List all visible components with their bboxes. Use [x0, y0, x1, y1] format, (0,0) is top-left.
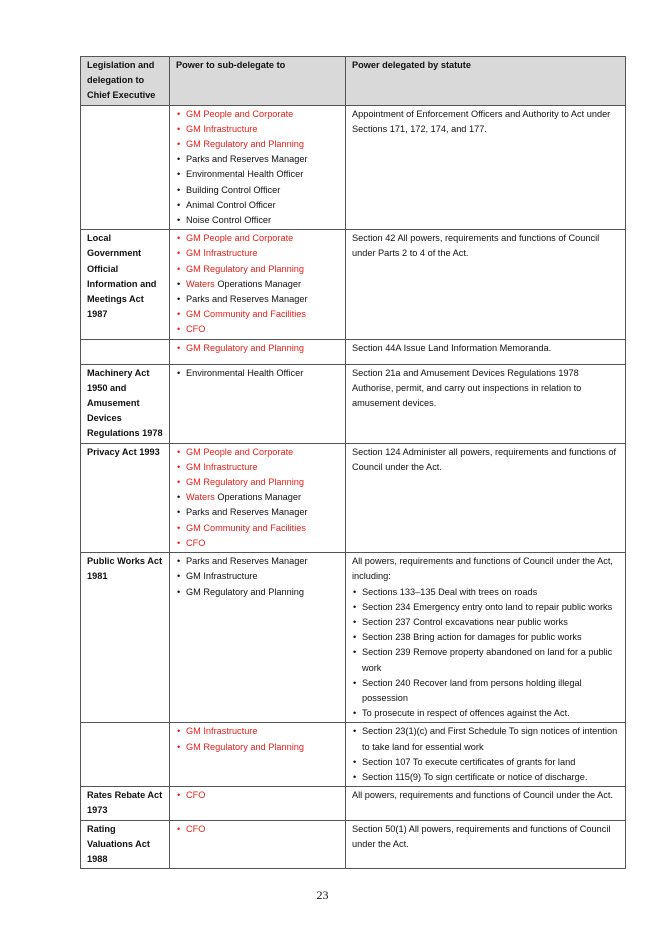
list-item: • Environmental Health Officer: [176, 366, 340, 381]
list-item: • GM Infrastructure: [176, 122, 340, 137]
list-item: • Noise Control Officer: [176, 213, 340, 228]
legislation-cell: [81, 105, 170, 230]
table-row: [81, 364, 626, 443]
list-item: • GM Community and Facilities: [176, 307, 340, 322]
list-item: • GM Regulatory and Planning: [176, 341, 340, 356]
table-row: [81, 230, 626, 339]
list-item: • GM Community and Facilities: [176, 521, 340, 536]
table-row: [81, 723, 626, 787]
delegate-list: [176, 445, 340, 551]
list-item: • Section 239 Remove property abandoned on land for a public work: [352, 645, 620, 675]
power-cell: Section 50(1) All powers, requirements and functions of Council under the Act.: [346, 820, 626, 869]
delegate-list: [176, 554, 340, 600]
power-cell: [346, 553, 626, 723]
delegation-table: [80, 56, 626, 869]
page-number: 23: [316, 888, 329, 902]
list-item: • GM Infrastructure: [176, 460, 340, 475]
legislation-cell: Privacy Act 1993: [81, 443, 170, 552]
list-item: • Parks and Reserves Manager: [176, 292, 340, 307]
delegates-cell: [170, 443, 346, 552]
list-item: • GM People and Corporate: [176, 445, 340, 460]
power-list: [352, 585, 620, 722]
delegates-cell: [170, 820, 346, 869]
list-item: • GM People and Corporate: [176, 231, 340, 246]
list-item: • Section 234 Emergency entry onto land to repair public works: [352, 600, 620, 615]
power-cell: Section 42 All powers, requirements and functions of Council under Parts 2 to 4 of the Act.: [346, 230, 626, 339]
list-item: • Environmental Health Officer: [176, 167, 340, 182]
power-cell: All powers, requirements and functions of Council under the Act.: [346, 787, 626, 820]
legislation-cell: [81, 723, 170, 787]
list-item: • CFO: [176, 822, 340, 837]
header-power-by: Power delegated by statute: [346, 57, 626, 106]
legislation-cell: Rating Valuations Act 1988: [81, 820, 170, 869]
table-row: [81, 820, 626, 869]
table-row: [81, 443, 626, 552]
power-cell: [346, 723, 626, 787]
delegates-cell: [170, 787, 346, 820]
table-row: [81, 787, 626, 820]
list-item: • GM Regulatory and Planning: [176, 585, 340, 600]
list-item: • Parks and Reserves Manager: [176, 505, 340, 520]
table-header-row: [81, 57, 626, 106]
delegate-list: [176, 822, 340, 837]
list-item: • Section 238 Bring action for damages for public works: [352, 630, 620, 645]
table-row: [81, 105, 626, 230]
list-item: • Animal Control Officer: [176, 198, 340, 213]
delegate-list: [176, 341, 340, 356]
operations-manager-label: Operations Manager: [214, 278, 302, 289]
delegates-cell: [170, 105, 346, 230]
header-legislation: Legislation and delegation to Chief Executive: [81, 57, 170, 106]
list-item: • Sections 133–135 Deal with trees on roads: [352, 585, 620, 600]
legislation-cell: Public Works Act 1981: [81, 553, 170, 723]
legislation-cell: Rates Rebate Act 1973: [81, 787, 170, 820]
list-item: • Parks and Reserves Manager: [176, 554, 340, 569]
power-cell: Section 21a and Amusement Devices Regulations 1978 Authorise, permit, and carry out inspections in relation to amusement devices.: [346, 364, 626, 443]
delegates-cell: [170, 723, 346, 787]
list-item: • GM People and Corporate: [176, 107, 340, 122]
list-item: • Parks and Reserves Manager: [176, 152, 340, 167]
waters-label: Waters: [186, 492, 215, 503]
list-item: • To prosecute in respect of offences against the Act.: [352, 706, 620, 721]
list-item: • GM Regulatory and Planning: [176, 740, 340, 755]
list-item: [176, 490, 340, 505]
delegate-list: [176, 231, 340, 337]
power-list: [352, 724, 620, 785]
legislation-cell: Machinery Act 1950 and Amusement Devices Regulations 1978: [81, 364, 170, 443]
list-item: • GM Regulatory and Planning: [176, 137, 340, 152]
waters-label: Waters: [186, 278, 215, 289]
delegate-list: [176, 107, 340, 229]
power-cell: Appointment of Enforcement Officers and Authority to Act under Sections 171, 172, 174, and 177.: [346, 105, 626, 230]
operations-manager-label: Operations Manager: [214, 492, 302, 503]
legislation-cell: [81, 339, 170, 364]
list-item: [176, 277, 340, 292]
list-item: • GM Infrastructure: [176, 246, 340, 261]
delegates-cell: [170, 553, 346, 723]
delegates-cell: [170, 364, 346, 443]
delegates-cell: [170, 230, 346, 339]
header-power-to: Power to sub-delegate to: [170, 57, 346, 106]
delegate-list: [176, 788, 340, 803]
list-item: • CFO: [176, 322, 340, 337]
list-item: • Section 23(1)(c) and First Schedule To sign notices of intention to take land for essential work: [352, 724, 620, 754]
legislation-cell: Local Government Official Information and Meetings Act 1987: [81, 230, 170, 339]
table-row: [81, 339, 626, 364]
list-item: • Section 115(9) To sign certificate or notice of discharge.: [352, 770, 620, 785]
delegates-cell: [170, 339, 346, 364]
power-intro: All powers, requirements and functions of Council under the Act, including:: [352, 556, 613, 582]
list-item: • GM Regulatory and Planning: [176, 475, 340, 490]
list-item: • Section 240 Recover land from persons holding illegal possession: [352, 676, 620, 706]
list-item: • Building Control Officer: [176, 183, 340, 198]
power-cell: Section 44A Issue Land Information Memoranda.: [346, 339, 626, 364]
list-item: • Section 107 To execute certificates of grants for land: [352, 755, 620, 770]
list-item: • GM Infrastructure: [176, 569, 340, 584]
table-row: [81, 553, 626, 723]
list-item: • GM Regulatory and Planning: [176, 262, 340, 277]
delegate-list: [176, 724, 340, 754]
list-item: • CFO: [176, 788, 340, 803]
power-cell: Section 124 Administer all powers, requirements and functions of Council under the Act.: [346, 443, 626, 552]
list-item: • Section 237 Control excavations near public works: [352, 615, 620, 630]
list-item: • CFO: [176, 536, 340, 551]
list-item: • GM Infrastructure: [176, 724, 340, 739]
delegate-list: [176, 366, 340, 381]
